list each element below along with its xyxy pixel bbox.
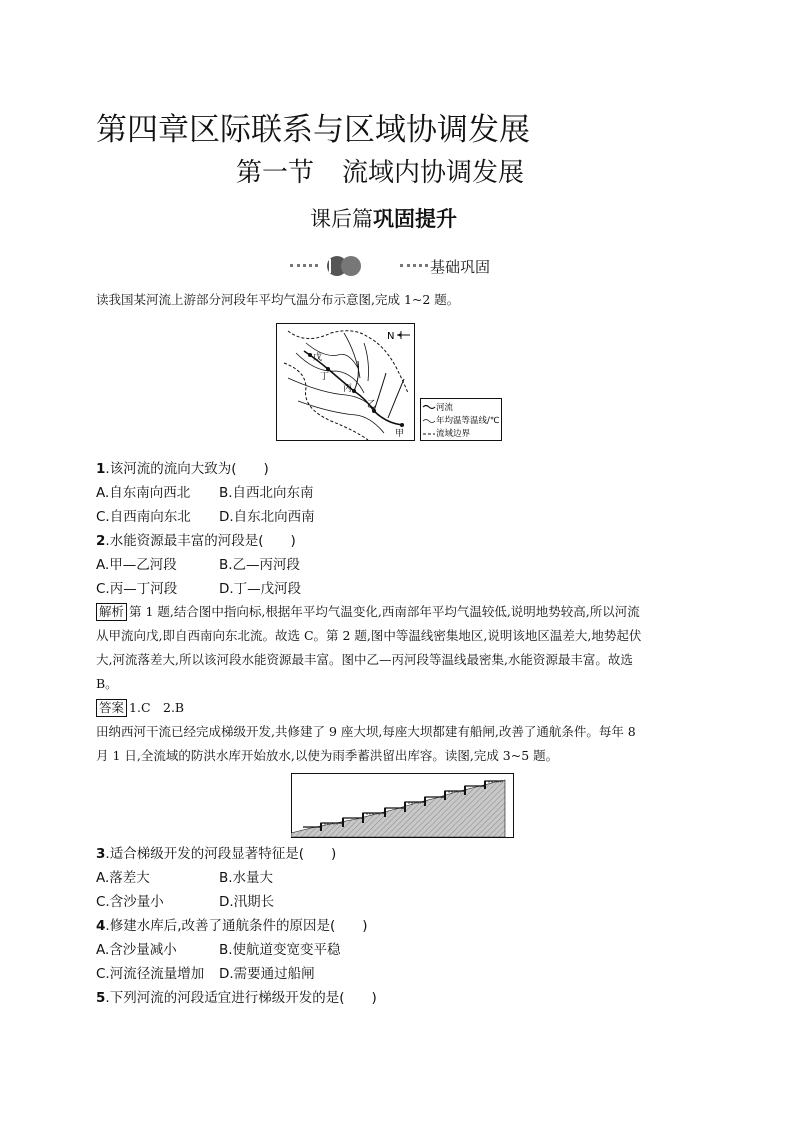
q1-option-a[interactable]: A.自东南向西北	[96, 485, 191, 501]
q4-option-b[interactable]: B.使航道变宽变平稳	[219, 942, 341, 958]
q3-option-d[interactable]: D.汛期长	[219, 894, 275, 910]
subtitle	[310, 203, 457, 233]
subtitle-normal: 课后篇	[310, 207, 373, 231]
section-number: 第一节	[236, 158, 315, 188]
analysis-text-1: 第 1 题,结合图中指向标,根据年平均气温变化,西南部年平均气温较低,说明地势较高,所以河流	[129, 604, 640, 619]
q2-option-a[interactable]: A.甲—乙河段	[96, 557, 177, 573]
point-label-yi: 乙	[367, 400, 377, 410]
question-2-number: 2	[96, 533, 106, 549]
legend-isotherm: 年均温等温线/℃	[436, 416, 500, 426]
answer-line	[96, 696, 700, 720]
answer-text: 1.C 2.B	[129, 700, 185, 715]
question-4-number: 4	[96, 918, 106, 934]
section-title-line	[236, 152, 524, 189]
question-5	[96, 986, 377, 1010]
question-4	[96, 914, 368, 938]
q1-option-d[interactable]: D.自东北向西南	[219, 509, 315, 525]
q2-option-d[interactable]: D.丁—戊河段	[219, 581, 302, 597]
q2-option-b[interactable]: B.乙—丙河段	[219, 557, 301, 573]
section-label-row	[290, 255, 530, 277]
question-1-text: .该河流的流向大致为( )	[105, 461, 269, 477]
question-4-text: .修建水库后,改善了通航条件的原因是( )	[105, 918, 368, 934]
analysis-tag: 解析	[96, 603, 127, 621]
analysis-line-1	[96, 600, 700, 624]
chapter-title: 第四章区际联系与区域协调发展	[96, 112, 530, 148]
q4-option-d[interactable]: D.需要通过船闸	[219, 966, 315, 982]
question-2-text: .水能资源最丰富的河段是( )	[105, 533, 296, 549]
section-label: 基础巩固	[430, 258, 491, 276]
passage-2-line-2: 月 1 日,全流域的防洪水库开始放水,以使为雨季蓄洪留出库容。读图,完成 3~5 题。	[96, 748, 559, 763]
legend-boundary: 流域边界	[436, 429, 471, 439]
q3-option-b[interactable]: B.水量大	[219, 870, 274, 886]
question-5-text: .下列河流的河段适宜进行梯级开发的是( )	[105, 990, 377, 1006]
dam-cascade-figure	[291, 773, 514, 838]
question-3-text: .适合梯级开发的河段显著特征是( )	[105, 846, 337, 862]
question-1-number: 1	[96, 461, 106, 477]
q3-option-a[interactable]: A.落差大	[96, 870, 150, 886]
question-1	[96, 457, 269, 481]
q4-option-c[interactable]: C.河流径流量增加	[96, 966, 205, 982]
q1-option-c[interactable]: C.自西南向东北	[96, 509, 191, 525]
point-label-ding: 丁	[320, 372, 330, 382]
legend-river: 河流	[436, 403, 454, 413]
q3-option-c[interactable]: C.含沙量小	[96, 894, 164, 910]
subtitle-bold: 巩固提升	[373, 207, 457, 231]
question-3-number: 3	[96, 846, 106, 862]
q4-option-a[interactable]: A.含沙量减小	[96, 942, 177, 958]
passage-1: 读我国某河流上游部分河段年平均气温分布示意图,完成 1~2 题。	[96, 292, 460, 307]
point-label-bing: 丙	[343, 384, 353, 394]
dotted-decoration-right	[400, 264, 428, 270]
north-label: N	[387, 331, 395, 342]
q2-option-c[interactable]: C.丙—丁河段	[96, 581, 178, 597]
river-map-figure	[276, 323, 524, 441]
question-3	[96, 842, 336, 866]
point-label-wu: 戊	[313, 353, 323, 363]
question-5-number: 5	[96, 990, 106, 1006]
circles-icon	[323, 255, 367, 277]
analysis-line-3: 大,河流落差大,所以该河段水能资源最丰富。图中乙—丙河段等温线最密集,水能资源最丰富。故选	[96, 652, 633, 667]
q1-option-b[interactable]: B.自西北向东南	[219, 485, 314, 501]
section-title: 流域内协调发展	[342, 158, 525, 188]
point-label-jia: 甲	[395, 429, 405, 439]
passage-2-line-1: 田纳西河干流已经完成梯级开发,共修建了 9 座大坝,每座大坝都建有船闸,改善了通航条件。每年 8	[96, 724, 636, 739]
analysis-line-4: B。	[96, 676, 118, 691]
answer-tag: 答案	[96, 699, 127, 717]
analysis-line-2: 从甲流向戊,即自西南向东北流。故选 C。第 2 题,图中等温线密集地区,说明该地区温差大,地势起伏	[96, 628, 642, 643]
question-2	[96, 529, 296, 553]
dotted-decoration-left	[290, 264, 318, 270]
